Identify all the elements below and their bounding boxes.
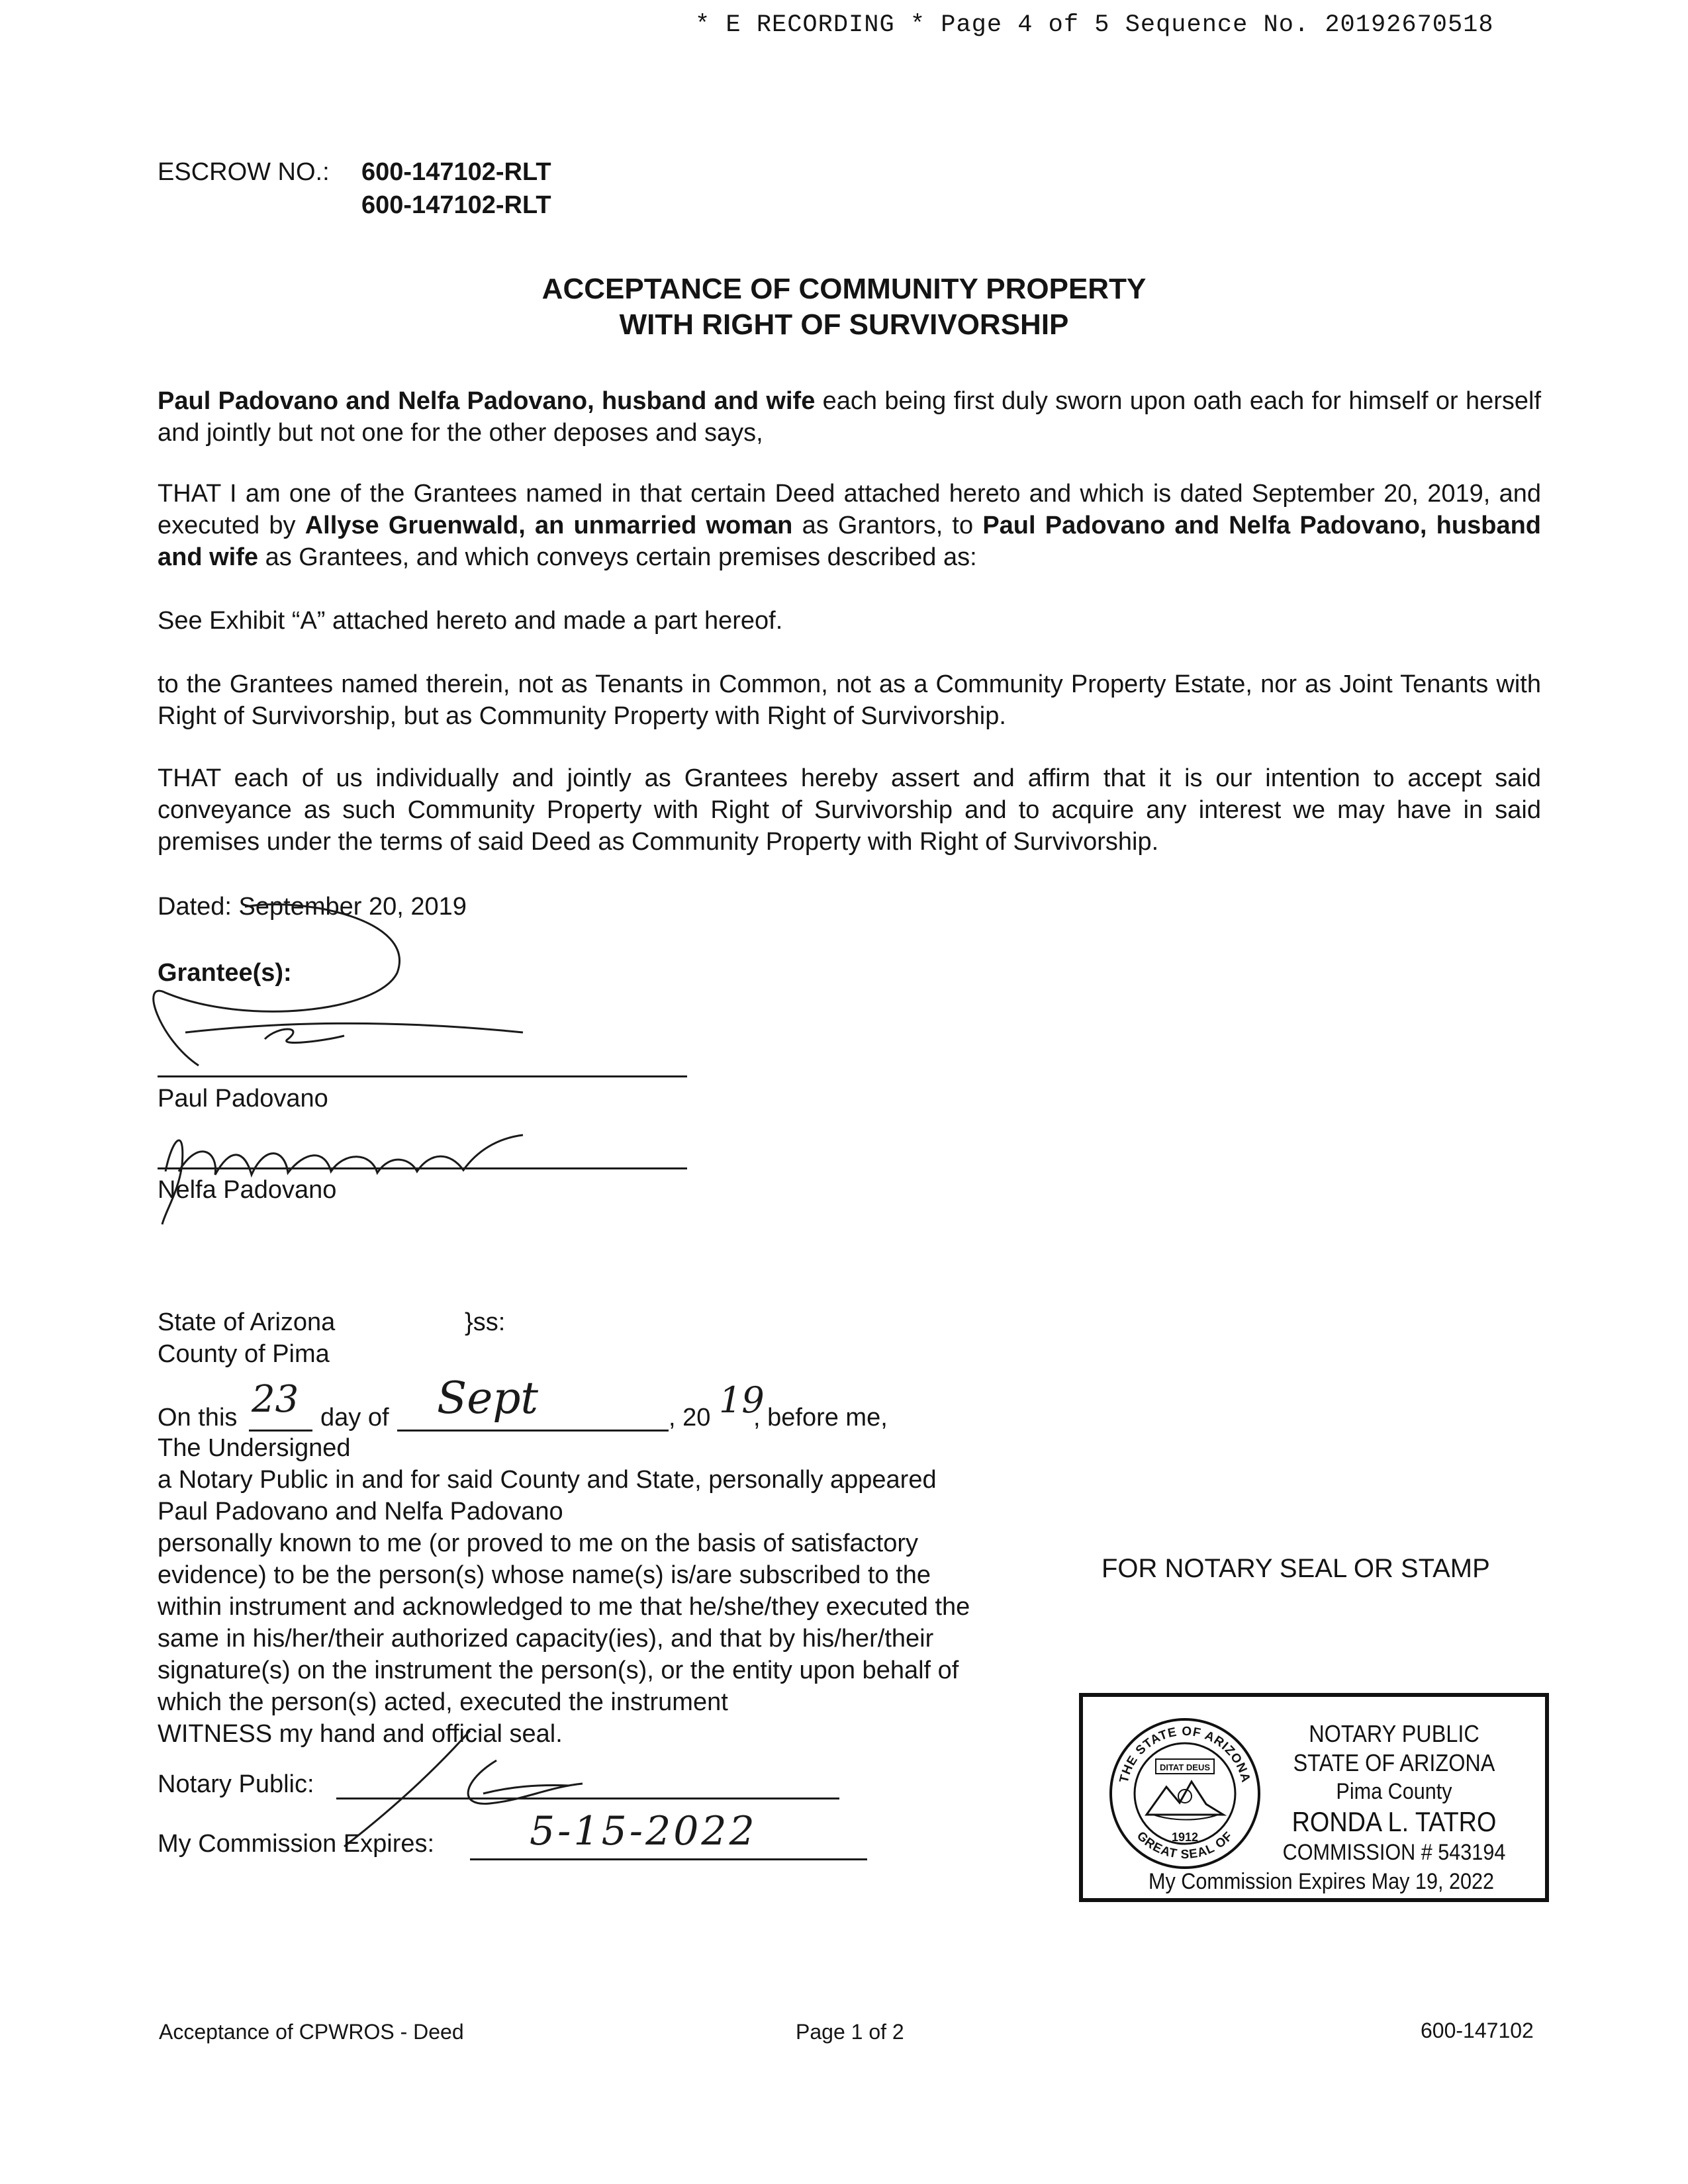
escrow-number-repeat: 600-147102-RLT	[361, 191, 551, 219]
commission-line	[470, 1858, 867, 1860]
footer-escrow-number: 600-147102	[1421, 2019, 1534, 2042]
grantee-signature-1	[146, 900, 543, 1079]
signature-line-1	[158, 1075, 687, 1077]
footer-document-name: Acceptance of CPWROS - Deed	[159, 2020, 464, 2044]
svg-text:1912: 1912	[1171, 1831, 1199, 1844]
svg-text:THE STATE OF ARIZONA: THE STATE OF ARIZONA	[1117, 1724, 1253, 1785]
ack-year-prefix: , 20	[669, 1404, 711, 1432]
ack-undersigned: The Undersigned	[158, 1434, 351, 1462]
escrow-number: 600-147102-RLT	[361, 158, 551, 186]
ack-month-blank	[397, 1430, 669, 1432]
notary-public-label: Notary Public:	[158, 1770, 314, 1798]
notary-stamp-expiry: My Commission Expires May 19, 2022	[1148, 1869, 1495, 1894]
notary-stamp	[1079, 1693, 1549, 1902]
document-title-line2: WITH RIGHT OF SURVIVORSHIP	[619, 308, 1069, 341]
notary-stamp-county: Pima County	[1336, 1779, 1452, 1804]
paragraph-text: THAT I am one of the Grantees named in that certain Deed attached hereto and which is dated September 20, 2019, and executed by	[158, 480, 1541, 539]
ack-line: evidence) to be the person(s) whose name(s) is/are subscribed to the	[158, 1561, 931, 1589]
notary-stamp-title: NOTARY PUBLIC	[1309, 1720, 1479, 1747]
dated-line: Dated: September 20, 2019	[158, 893, 467, 921]
grantee-name-2: Nelfa Padovano	[158, 1176, 337, 1204]
ack-day-blank	[249, 1430, 312, 1432]
notary-stamp-commission: COMMISSION # 543194	[1282, 1840, 1506, 1865]
ack-line: same in his/her/their authorized capacity(ies), and that by his/her/their	[158, 1625, 934, 1653]
signature-line-2	[158, 1167, 687, 1169]
grantees-label: Grantee(s):	[158, 959, 292, 987]
recording-header: * E RECORDING * Page 4 of 5 Sequence No. 20192670518	[695, 11, 1494, 39]
document-title-line1: ACCEPTANCE OF COMMUNITY PROPERTY	[541, 273, 1147, 305]
grantee-name-1: Paul Padovano	[158, 1085, 328, 1113]
ack-body	[158, 1464, 970, 1750]
paragraph-tenancy: to the Grantees named therein, not as Tenants in Common, not as a Community Property Estate, nor as Joint Tenants with Right of Survivorship, but as Community Property with Right of Survivorship.	[158, 670, 1541, 730]
ack-before-me: , before me,	[753, 1404, 888, 1432]
ack-day-handwritten: 23	[252, 1378, 299, 1421]
footer-page-number: Page 1 of 2	[796, 2020, 904, 2044]
svg-text:GREAT SEAL OF: GREAT SEAL OF	[1133, 1829, 1236, 1862]
ack-line: a Notary Public in and for said County and State, personally appeared	[158, 1466, 937, 1494]
commission-label: My Commission Expires:	[158, 1830, 435, 1858]
commission-expiry-handwritten: 5-15-2022	[530, 1808, 757, 1854]
grantor-name: Allyse Gruenwald, an unmarried woman	[305, 512, 793, 539]
grantee-signature-2	[152, 1112, 549, 1231]
paragraph-deposition	[158, 385, 1541, 449]
paragraph-text: as Grantees, and which conveys certain premises described as:	[258, 543, 977, 571]
ack-line: signature(s) on the instrument the person(s), or the entity upon behalf of	[158, 1657, 959, 1684]
paragraph-deed	[158, 478, 1541, 573]
paragraph-text: as Grantors, to	[792, 512, 983, 539]
notary-signature-line	[336, 1797, 839, 1799]
paragraph-affirmation: THAT each of us individually and jointly as Grantees hereby assert and affirm that it is our intention to accept said conveyance as such Community Property with Right of Survivorship and to acquire any interest we may have in said premises under the terms of said Deed as Community Property with Right of Survivorship.	[158, 764, 1541, 856]
ack-on-this: On this	[158, 1404, 238, 1432]
arizona-state-seal	[1107, 1715, 1263, 1872]
escrow-label: ESCROW NO.:	[158, 158, 330, 186]
grantee-names: Paul Padovano and Nelfa Padovano, husband and wife	[158, 387, 816, 415]
ack-year-handwritten: 19	[719, 1379, 765, 1421]
notary-stamp-name: RONDA L. TATRO	[1291, 1806, 1497, 1837]
venue-county: County of Pima	[158, 1340, 330, 1368]
grantee-names: Paul Padovano and Nelfa Padovano, husband and wife	[158, 512, 1541, 571]
notary-seal-heading: FOR NOTARY SEAL OR STAMP	[1102, 1554, 1490, 1583]
ack-line: which the person(s) acted, executed the instrument	[158, 1688, 728, 1716]
ack-line: Paul Padovano and Nelfa Padovano	[158, 1498, 563, 1525]
ack-day-of: day of	[320, 1404, 389, 1432]
ack-line: personally known to me (or proved to me on the basis of satisfactory	[158, 1529, 918, 1557]
venue-state: State of Arizona	[158, 1308, 336, 1336]
paragraph-text: each being first duly sworn upon oath each for himself or herself and jointly but not one for the other deposes and says,	[158, 387, 1542, 447]
ack-month-handwritten: Sept	[437, 1373, 539, 1424]
venue-ss: }ss:	[465, 1308, 506, 1336]
ack-line: WITNESS my hand and official seal.	[158, 1720, 563, 1748]
ack-line: within instrument and acknowledged to me that he/she/they executed the	[158, 1593, 970, 1621]
svg-text:DITAT DEUS: DITAT DEUS	[1159, 1762, 1211, 1772]
paragraph-exhibit: See Exhibit “A” attached hereto and made a part hereof.	[158, 607, 783, 635]
notary-stamp-state: STATE OF ARIZONA	[1293, 1749, 1495, 1776]
